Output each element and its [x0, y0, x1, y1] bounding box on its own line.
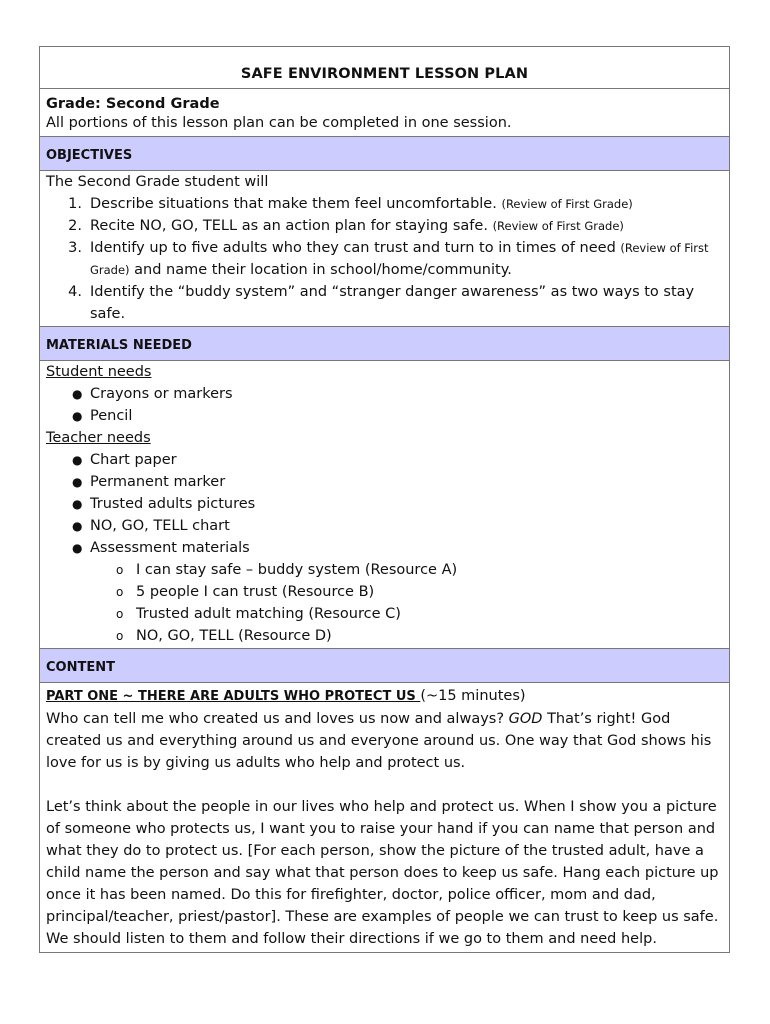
objective-review-note: (Review of First Grade)	[492, 219, 624, 233]
student-item: ● Pencil	[46, 405, 723, 427]
objectives-section	[40, 171, 729, 327]
content-section	[40, 683, 729, 952]
content-paragraph: Let’s think about the people in our lives who help and protect us. When I show you a picture of someone who protects us, I want you to raise your hand if you can name that person and what they do to protect us. [For each person, show the picture of the trusted adult, have a child name the person and say what that person does to keep us safe. Hang each picture up once it has been named. Do this for firefighter, doctor, police officer, mom and dad, principal/teacher, priest/pastor]. These are examples of people we can trust to keep us safe. We should listen to them and follow their directions if we go to them and need help.	[46, 799, 719, 947]
objective-number: 4.	[68, 284, 82, 300]
circle-bullet-icon: o	[116, 629, 124, 643]
objectives-list	[46, 193, 723, 325]
part-one-heading	[46, 685, 723, 708]
content-heading-text: CONTENT	[46, 660, 115, 675]
content-paragraph: Who can tell me who created us and loves us now and always? GOD That’s right! God created us and everything around us and everyone around us. One way that God shows his love for us is by giving us adults who help and protect us.	[46, 711, 712, 771]
objective-text: Identify the “buddy system” and “stranger danger awareness” as two ways to stay safe.	[90, 284, 695, 322]
teacher-item: ● Permanent marker	[46, 471, 723, 493]
circle-bullet-icon: o	[116, 563, 124, 577]
student-item: ● Crayons or markers	[46, 383, 723, 405]
assessment-item: o 5 people I can trust (Resource B)	[46, 581, 723, 603]
objectives-intro: The Second Grade student will	[46, 174, 269, 190]
grade-note: All portions of this lesson plan can be completed in one session.	[46, 115, 512, 131]
teacher-item: ● Chart paper	[46, 449, 723, 471]
objectives-heading	[40, 137, 729, 171]
part-one-title: PART ONE ~ THERE ARE ADULTS WHO PROTECT US	[46, 689, 421, 704]
grade-row	[40, 89, 729, 137]
objective-number: 1.	[68, 196, 82, 212]
bullet-icon: ●	[72, 541, 83, 555]
objective-number: 2.	[68, 218, 82, 234]
materials-heading-text: MATERIALS NEEDED	[46, 338, 192, 353]
content-heading	[40, 649, 729, 683]
student-needs-label: Student needs	[46, 364, 152, 380]
document-title: SAFE ENVIRONMENT LESSON PLAN	[240, 66, 529, 82]
god-answer: GOD	[508, 711, 543, 727]
objective-item	[46, 237, 723, 281]
grade-label: Grade: Second Grade	[46, 96, 220, 112]
bullet-icon: ●	[72, 497, 83, 511]
teacher-item: ● Trusted adults pictures	[46, 493, 723, 515]
title-row	[40, 47, 729, 89]
bullet-icon: ●	[72, 409, 83, 423]
objective-item	[46, 215, 723, 237]
objective-review-note: (Review of First Grade)	[90, 241, 709, 277]
bullet-icon: ●	[72, 387, 83, 401]
bullet-icon: ●	[72, 475, 83, 489]
part-one-time: (~15 minutes)	[420, 688, 526, 704]
assessment-item: o Trusted adult matching (Resource C)	[46, 603, 723, 625]
materials-section	[40, 361, 729, 649]
assessment-item: o I can stay safe – buddy system (Resource A)	[46, 559, 723, 581]
bullet-icon: ●	[72, 519, 83, 533]
bullet-icon: ●	[72, 453, 83, 467]
paragraph-gap	[46, 774, 723, 796]
circle-bullet-icon: o	[116, 607, 124, 621]
objective-review-note: (Review of First Grade)	[501, 197, 633, 211]
assessment-item: o NO, GO, TELL (Resource D)	[46, 625, 723, 647]
objective-item	[46, 193, 723, 215]
materials-heading	[40, 327, 729, 361]
objective-item	[46, 281, 723, 325]
objective-text: Recite NO, GO, TELL as an action plan for staying safe. (Review of First Grade)	[90, 218, 624, 234]
circle-bullet-icon: o	[116, 585, 124, 599]
teacher-needs-label: Teacher needs	[46, 430, 151, 446]
lesson-plan-document	[39, 46, 730, 953]
teacher-item: ● Assessment materials	[46, 537, 723, 559]
objective-text: Identify up to five adults who they can trust and turn to in times of need (Review of First Grade) and name their location in school/home/community.	[90, 240, 709, 278]
teacher-item: ● NO, GO, TELL chart	[46, 515, 723, 537]
objective-number: 3.	[68, 240, 82, 256]
objectives-heading-text: OBJECTIVES	[46, 148, 133, 163]
objective-text: Describe situations that make them feel uncomfortable. (Review of First Grade)	[90, 196, 633, 212]
